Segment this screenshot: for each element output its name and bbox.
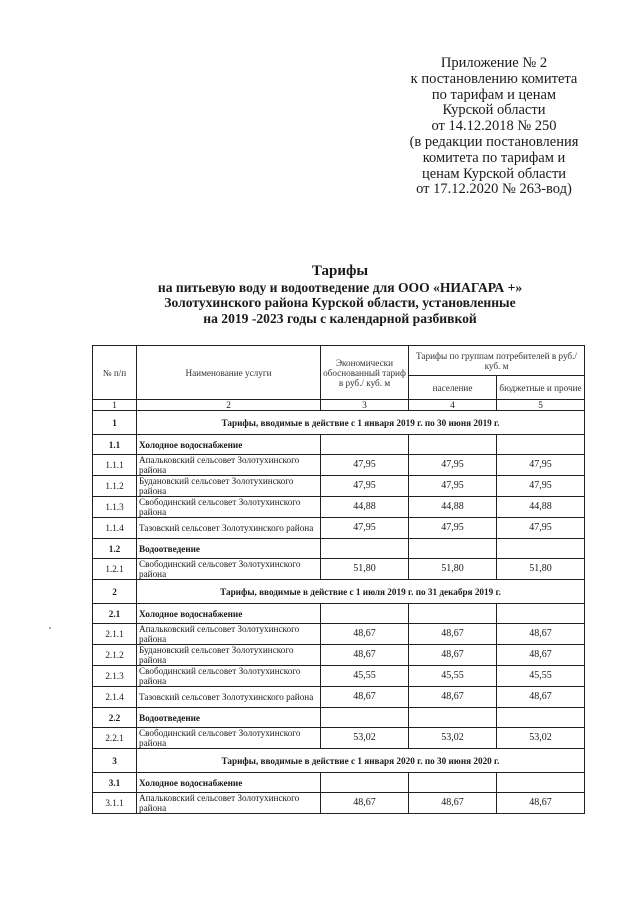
title-line: на питьевую воду и водоотведение для ООО «НИАГАРА +»: [157, 279, 523, 295]
column-number: 4: [409, 400, 497, 411]
section-number: 3: [93, 749, 137, 773]
empty-cell: [497, 708, 585, 728]
table-row: [93, 476, 585, 497]
row-population-tariff: 47,95: [409, 455, 497, 476]
column-number: 5: [497, 400, 585, 411]
subsection-name: Водоотведение: [137, 708, 321, 728]
row-economic-tariff: 48,67: [321, 645, 409, 666]
document-title: [110, 264, 570, 326]
row-population-tariff: 47,95: [409, 518, 497, 539]
row-economic-tariff: 53,02: [321, 728, 409, 749]
table-row: [93, 455, 585, 476]
table-row: [93, 666, 585, 687]
table-row: [93, 624, 585, 645]
row-population-tariff: 47,95: [409, 476, 497, 497]
row-economic-tariff: 47,95: [321, 476, 409, 497]
header-line: Приложение № 2: [440, 55, 548, 71]
row-number: 2.1.1: [93, 624, 137, 645]
row-economic-tariff: 51,80: [321, 559, 409, 580]
empty-cell: [409, 604, 497, 624]
section-row: [93, 411, 585, 435]
subsection-row: [93, 708, 585, 728]
header-no: № п/п: [93, 346, 137, 400]
row-economic-tariff: 47,95: [321, 455, 409, 476]
section-title: Тарифы, вводимые в действие с 1 января 2019 г. по 30 июня 2019 г.: [137, 411, 585, 435]
empty-cell: [409, 773, 497, 793]
section-title: Тарифы, вводимые в действие с 1 января 2020 г. по 30 июня 2020 г.: [137, 749, 585, 773]
row-population-tariff: 53,02: [409, 728, 497, 749]
subsection-number: 2.1: [93, 604, 137, 624]
empty-cell: [497, 435, 585, 455]
title-line: на 2019 -2023 годы с календарной разбивкой: [203, 310, 477, 326]
subsection-row: [93, 604, 585, 624]
row-service-name: Свободинский сельсовет Золотухинского района: [137, 728, 321, 749]
header-population: население: [409, 376, 497, 400]
subsection-row: [93, 773, 585, 793]
row-economic-tariff: 48,67: [321, 624, 409, 645]
row-service-name: Будановский сельсовет Золотухинского района: [137, 476, 321, 497]
row-number: 2.1.4: [93, 687, 137, 708]
header-consumer-groups: Тарифы по группам потребителей в руб./ куб. м: [409, 346, 585, 376]
header-line: от 17.12.2020 № 263-вод): [416, 181, 572, 198]
row-service-name: Будановский сельсовет Золотухинского района: [137, 645, 321, 666]
row-service-name: Свободинский сельсовет Золотухинского района: [137, 666, 321, 687]
row-number: 1.2.1: [93, 559, 137, 580]
column-number: 3: [321, 400, 409, 411]
empty-cell: [321, 773, 409, 793]
table-row: [93, 687, 585, 708]
subsection-row: [93, 435, 585, 455]
row-budget-tariff: 48,67: [497, 793, 585, 814]
subsection-name: Холодное водоснабжение: [137, 435, 321, 455]
row-number: 1.1.2: [93, 476, 137, 497]
column-number: 1: [93, 400, 137, 411]
subsection-number: 1.2: [93, 539, 137, 559]
header-economic-tariff: Экономически обоснованный тариф в руб./ куб. м: [321, 346, 409, 400]
title-line: Тарифы: [311, 263, 369, 279]
appendix-header: [386, 56, 602, 198]
row-number: 2.1.2: [93, 645, 137, 666]
empty-cell: [409, 539, 497, 559]
empty-cell: [321, 539, 409, 559]
column-number: 2: [137, 400, 321, 411]
header-line: комитета по тарифам и: [422, 149, 566, 166]
empty-cell: [321, 435, 409, 455]
row-service-name: Апальковский сельсовет Золотухинского района: [137, 455, 321, 476]
row-population-tariff: 48,67: [409, 687, 497, 708]
empty-cell: [409, 708, 497, 728]
empty-cell: [497, 604, 585, 624]
scan-speck: [49, 627, 51, 629]
row-service-name: Тазовский сельсовет Золотухинского района: [137, 687, 321, 708]
row-service-name: Свободинский сельсовет Золотухинского района: [137, 497, 321, 518]
empty-cell: [409, 435, 497, 455]
empty-cell: [497, 773, 585, 793]
empty-cell: [321, 604, 409, 624]
subsection-name: Водоотведение: [137, 539, 321, 559]
row-population-tariff: 44,88: [409, 497, 497, 518]
row-service-name: Свободинский сельсовет Золотухинского района: [137, 559, 321, 580]
header-line: (в редакции постановления: [409, 133, 579, 150]
table-row: [93, 645, 585, 666]
row-number: 3.1.1: [93, 793, 137, 814]
row-service-name: Апальковский сельсовет Золотухинского района: [137, 793, 321, 814]
row-service-name: Апальковский сельсовет Золотухинского района: [137, 624, 321, 645]
row-number: 1.1.1: [93, 455, 137, 476]
row-budget-tariff: 47,95: [497, 455, 585, 476]
title-line: Золотухинского района Курской области, установленные: [164, 295, 516, 311]
table-row: [93, 559, 585, 580]
header-line: Курской области: [442, 102, 546, 119]
row-economic-tariff: 48,67: [321, 687, 409, 708]
row-budget-tariff: 48,67: [497, 624, 585, 645]
row-economic-tariff: 45,55: [321, 666, 409, 687]
section-number: 2: [93, 580, 137, 604]
subsection-number: 3.1: [93, 773, 137, 793]
header-budget: бюджетные и прочие: [497, 376, 585, 400]
row-population-tariff: 51,80: [409, 559, 497, 580]
section-number: 1: [93, 411, 137, 435]
subsection-name: Холодное водоснабжение: [137, 773, 321, 793]
row-number: 1.1.3: [93, 497, 137, 518]
section-row: [93, 749, 585, 773]
section-row: [93, 580, 585, 604]
row-population-tariff: 45,55: [409, 666, 497, 687]
row-budget-tariff: 48,67: [497, 687, 585, 708]
table-row: [93, 793, 585, 814]
tariff-table: [92, 345, 585, 814]
subsection-number: 1.1: [93, 435, 137, 455]
row-service-name: Тазовский сельсовет Золотухинского района: [137, 518, 321, 539]
row-economic-tariff: 44,88: [321, 497, 409, 518]
empty-cell: [321, 708, 409, 728]
row-economic-tariff: 47,95: [321, 518, 409, 539]
row-budget-tariff: 53,02: [497, 728, 585, 749]
row-population-tariff: 48,67: [409, 624, 497, 645]
table-row: [93, 518, 585, 539]
row-budget-tariff: 47,95: [497, 518, 585, 539]
row-budget-tariff: 51,80: [497, 559, 585, 580]
row-number: 2.2.1: [93, 728, 137, 749]
row-budget-tariff: 44,88: [497, 497, 585, 518]
header-line: от 14.12.2018 № 250: [431, 118, 557, 135]
subsection-number: 2.2: [93, 708, 137, 728]
subsection-name: Холодное водоснабжение: [137, 604, 321, 624]
row-budget-tariff: 48,67: [497, 645, 585, 666]
row-budget-tariff: 45,55: [497, 666, 585, 687]
header-service-name: Наименование услуги: [137, 346, 321, 400]
row-number: 1.1.4: [93, 518, 137, 539]
header-line: ценам Курской области: [421, 165, 567, 182]
empty-cell: [497, 539, 585, 559]
row-population-tariff: 48,67: [409, 793, 497, 814]
row-budget-tariff: 47,95: [497, 476, 585, 497]
table-row: [93, 728, 585, 749]
table-row: [93, 497, 585, 518]
section-title: Тарифы, вводимые в действие с 1 июля 2019 г. по 31 декабря 2019 г.: [137, 580, 585, 604]
row-population-tariff: 48,67: [409, 645, 497, 666]
row-economic-tariff: 48,67: [321, 793, 409, 814]
subsection-row: [93, 539, 585, 559]
row-number: 2.1.3: [93, 666, 137, 687]
header-line: к постановлению комитета: [410, 70, 578, 87]
header-line: по тарифам и ценам: [431, 86, 557, 103]
